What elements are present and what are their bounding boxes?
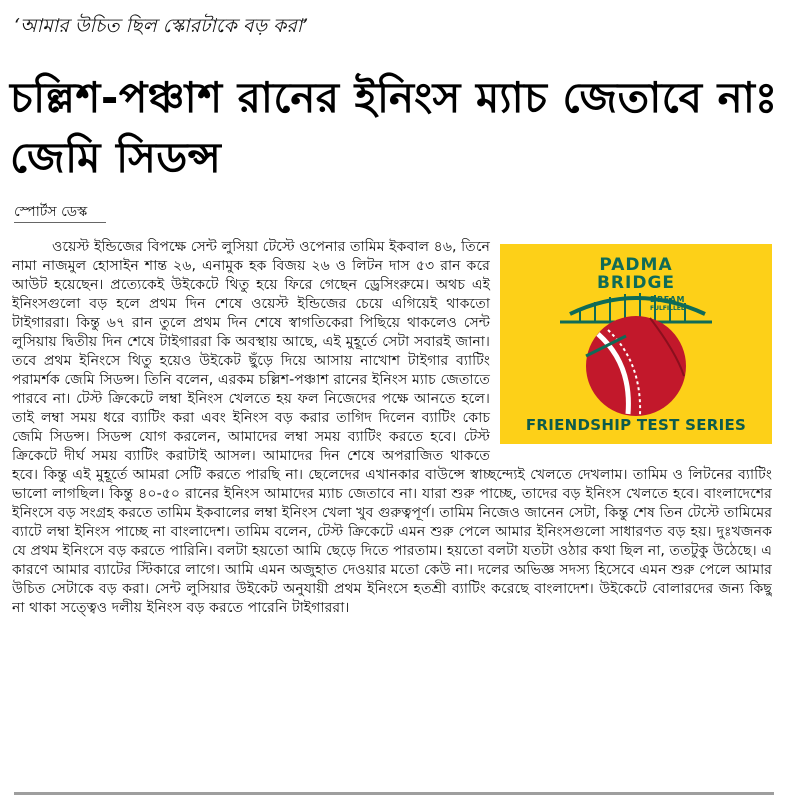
bottom-divider (14, 792, 774, 795)
article-text: ওয়েস্ট ইন্ডিজের বিপক্ষে সেন্ট লুসিয়া টেস্টে ওপেনার তামিম ইকবাল ৪৬, তিনে নামা নাজমুল হোসাইন শান্ত ২৬, এনামুক হক বিজয় ২৬ ও লিটন দাস ৫৩ রান করে আউট হয়েছেন। প্রত্যেকেই উইকেটে থিতু হয়ে ফিরে গেছেন ড্রেসিংরুমে। অথচ এই ইনিংসগুলো বড় হলে প্রথম দিন শেষে ওয়েস্ট ইন্ডিজের চেয়ে এগিয়েই থাকতো টাইগাররা। কিন্তু ৬৭ রান তুলে প্রথম দিন শেষে স্বাগতিকেরা পিছিয়ে থাকলেও সেন্ট লুসিয়ায় দ্বিতীয় দিন শেষে টাইগাররা কি অবস্থায় আছে, এই মুহূর্তে সেটা সবারই জানা। তবে প্রথম ইনিংসে থিতু হয়েও উইকেট ছুঁড়ে দিয়ে আসায় নাখোশ টাইগার ব্যাটিং পরামর্শক জেমি সিডন্স। তিনি বলেন, এরকম চল্লিশ-পঞ্চাশ রানের ইনিংস ম্যাচ জেতাতে পারবে না। টেস্ট ক্রিকেটে লম্বা ইনিংস খেলতে হয় ফল নিজেদের পক্ষে আনতে হলে। তাই লম্বা সময় ধরে ব্যাটিং করা এবং ইনিংস বড় করার তাগিদ দিলেন ব্যাটিং কোচ জেমি সিডন্স। সিডন্স যোগ করলেন, আমাদের লম্বা সময় ব্যাটিং করতে হবে। টেস্ট ক্রিকেটে দীর্ঘ সময় ব্যাটিং করাটাই আসল। আমাদের দিন শেষে অপরাজিত থাকতে হবে। কিন্তু এই মুহূর্তে আমরা সেটি করতে পারছি না। ছেলেদের এখানকার বাউন্সে স্বাচ্ছন্দ্যেই খেলতে দেখলাম। তামিম ও লিটনের ব্যাটিং ভালো লাগছিল। কিন্তু ৪০-৫০ রানের ইনিংস আমাদের ম্যাচ জেতাবে না। যারা শুরু পাচ্ছে, তাদের বড় ইনিংস খেলতে হবে। বাংলাদেশের ইনিংসে বড় সংগ্রহ করতে তামিম ইকবালের লম্বা ইনিংস খেলা খুব গুরুত্বপূর্ণ। তামিম নিজেও জানেন সেটা, কিন্তু শেষ তিন টেস্টে তামিমের ব্যাটে লম্বা ইনিংস পাচ্ছে না বাংলাদেশ। তামিম বলেন, টেস্ট ক্রিকেটে এমন শুরু পেলে আমার ইনিংসগুলো সাধারণত বড় হয়। দুঃখজনক যে প্রথম ইনিংসে বড় করতে পারিনি। বলটা হয়তো আমি ছেড়ে দিতে পারতাম। হয়তো বলটা যতটা ওঠার কথা ছিল না, ততটুকু উঠেছে। এ কারণে আমার ব্যাটের স্টিকারে লাগে। আমি এমন অজুহাত দেওয়ার মতো কেউ না। দলের অভিজ্ঞ সদস্য হিসেবে এমন শুরু পেলে আমার উচিত সেটাকে বড় করা। সেন্ট লুসিয়ার উইকেট অনুযায়ী প্রথম ইনিংসে হতশ্রী ব্যাটিং করেছে বাংলাদেশ। উইকেটে বোলারদের জন্য কিছু না থাকা সত্ত্বেও দলীয় ইনিংস বড় করতে পারেনি টাইগাররা। (12, 239, 772, 616)
byline-rule (14, 222, 106, 223)
bridge-label: BRIDGE (596, 273, 676, 293)
dream-label: DREAM (650, 295, 685, 304)
friendship-series-logo (500, 244, 772, 444)
article-body (12, 238, 772, 783)
series-title: FRIENDSHIP TEST SERIES (525, 416, 747, 434)
byline: স্পোর্টস ডেস্ক (14, 204, 88, 220)
headline: চল্লিশ-পঞ্চাশ রানের ইনিংস ম্যাচ জেতাবে নাঃ জেমি সিডন্স (10, 73, 778, 182)
padma-label: PADMA (599, 255, 673, 275)
fulfilled-label: FULFILLED (650, 305, 686, 312)
kicker-quote: ‘আমার উচিত ছিল স্কোরটাকে বড় করা’ (14, 15, 309, 37)
